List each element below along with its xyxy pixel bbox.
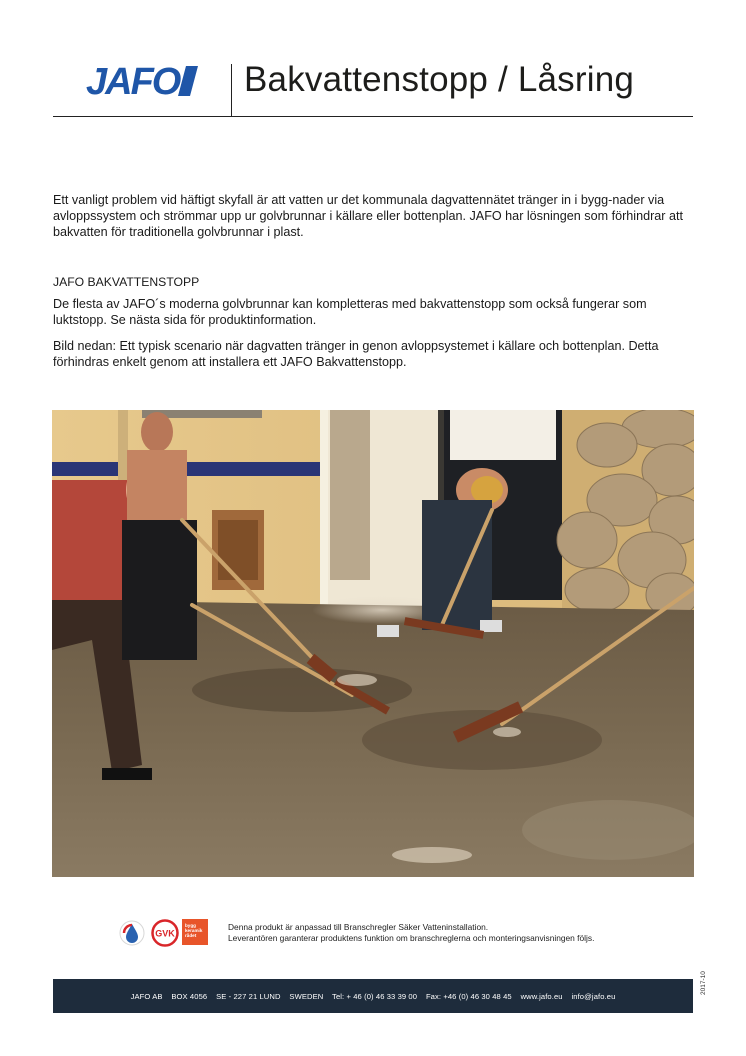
logo-wordmark: JAFO [86,62,180,100]
header-divider [231,64,232,116]
water-safety-badge-icon [118,919,146,952]
footer-company: JAFO AB [130,991,163,1001]
footer-contact [131,992,616,1001]
product-paragraph: De flesta av JAFO´s moderna golvbrunnar kan kompletteras med bakvattenstopp som också fungerar som luktstopp. Se nästa sida för produktinformation. [53,297,647,327]
footer-box: BOX 4056 [171,991,208,1001]
footer-fax: Fax: +46 (0) 46 30 48 45 [425,991,512,1001]
flooded-basement-photo [52,410,694,877]
footer-email-link[interactable]: info@jafo.eu [571,991,616,1001]
jafo-logo [86,62,200,100]
section-heading: JAFO BAKVATTENSTOPP [53,275,200,289]
byggkeramik-badge-text: bygg keramik rådet [185,923,203,938]
byggkeramik-badge [182,919,208,950]
header-rule [53,116,693,117]
document-code: 2017-10 [700,971,707,995]
intro-paragraph: Ett vanligt problem vid häftigt skyfall är att vatten ur det kommunala dagvattennätet tränger in i bygg-nader via avloppssystem och strömmar upp ur golvbrunnar i källare eller bottenplan. JAFO har lösningen som förhindrar att bakvatten för traditionella golvbrunnar i plast. [53,193,683,239]
certification-line-1: Denna produkt är anpassad till Branschregler Säker Vatteninstallation. [228,922,489,932]
certification-text [228,922,594,944]
logo-slash-mark [178,66,198,96]
gvk-badge-text: GVK [155,928,175,939]
caption-paragraph: Bild nedan: Ett typisk scenario när dagvatten tränger in genon avloppsystemet i källare och bottenplan. Detta förhindras enkelt genom att installera ett JAFO Bakvattenstopp. [53,339,659,369]
footer-web-link[interactable]: www.jafo.eu [520,991,563,1001]
gvk-badge [151,919,179,952]
footer-tel: Tel: + 46 (0) 46 33 39 00 [332,991,418,1001]
footer-country: SWEDEN [289,991,324,1001]
footer-bar [53,979,693,1013]
certification-line-2: Leverantören garanterar produktens funktion om branschreglerna och monteringsanvisningen följs. [228,933,595,943]
page-title: Bakvattenstopp / Låsring [244,60,635,99]
footer-address: SE - 227 21 LUND [216,991,281,1001]
